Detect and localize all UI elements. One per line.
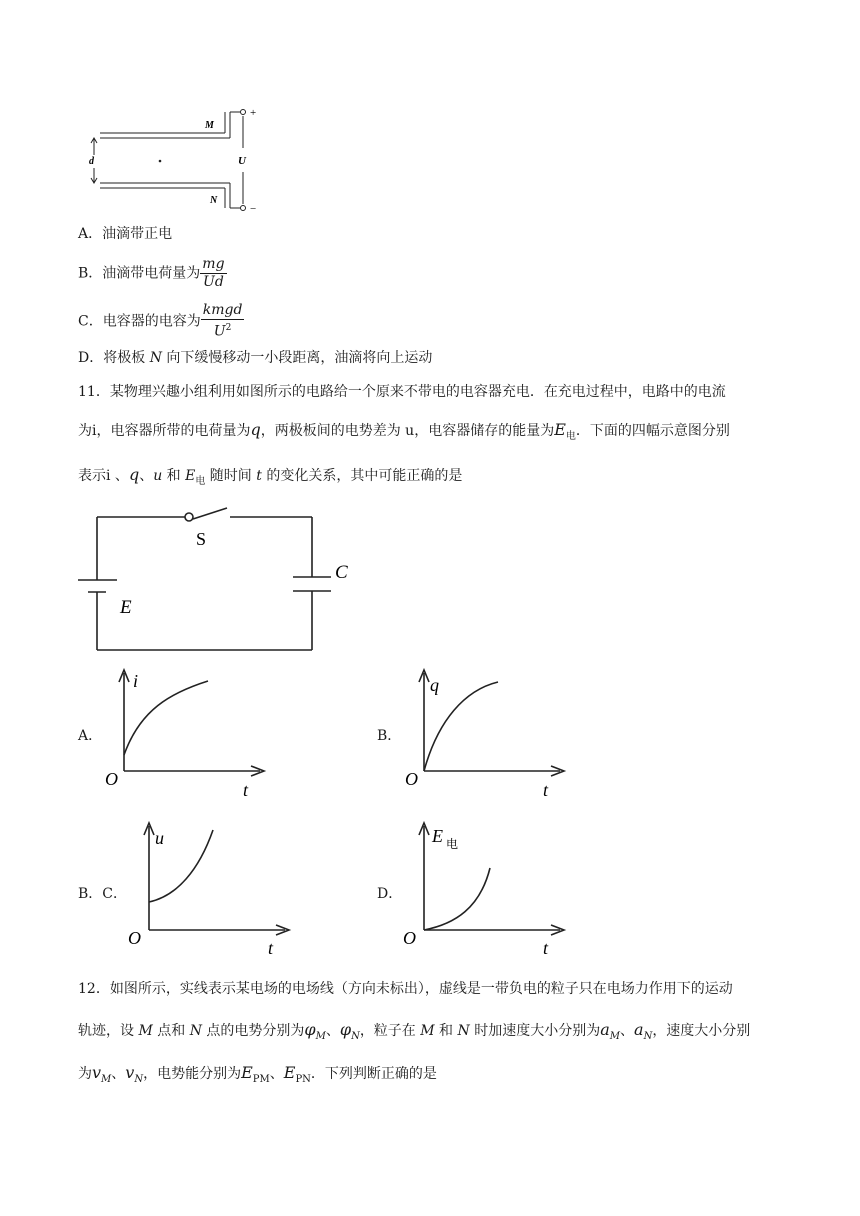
graph-b-x-label: t: [543, 780, 549, 800]
parallel-plate-capacitor-figure: [80, 100, 280, 220]
graph-b-y-label: q: [430, 675, 439, 695]
graph-c-u-vs-t: [125, 818, 300, 958]
option-b-denominator: Ud: [203, 274, 224, 290]
graph-b-label: B．: [377, 728, 402, 744]
graph-c-origin: O: [128, 928, 141, 948]
graph-c-x-label: t: [268, 938, 274, 958]
q12-line1: 12．如图所示，实线表示某电场的电场线（方向未标出），虚线是一带负电的粒子只在电场力作用下的运动: [78, 981, 733, 997]
q12-line3: 为$v_M$、$v_N$，电势能分别为$E_{PM}$、$E_{PN}$．下列判断正确的是: [78, 1063, 437, 1085]
option-c-denominator: $U^2$: [213, 323, 232, 340]
plus-terminal-label: +: [250, 107, 257, 119]
graph-a-curve: [124, 681, 208, 755]
graph-c-y-label: u: [155, 828, 164, 848]
charging-circuit-diagram: [75, 505, 365, 655]
switch-label: S: [196, 529, 207, 549]
plate-m-label: M: [205, 120, 214, 131]
graph-a-y-label: i: [133, 671, 139, 691]
option-c-text: C．电容器的电容为: [78, 313, 201, 330]
graph-d-curve: [424, 868, 490, 930]
option-c: [78, 302, 244, 341]
minus-terminal-label: −: [250, 203, 257, 215]
graph-d-label: D．: [377, 886, 403, 902]
option-b-text: B．油滴带电荷量为: [78, 265, 201, 282]
graph-a-x-label: t: [243, 780, 249, 800]
option-d: D．将极板 N 向下缓慢移动一小段距离，油滴将向上运动: [78, 350, 433, 366]
graph-d-x-label: t: [543, 938, 549, 958]
graph-d-origin: O: [403, 928, 416, 948]
graph-a-origin: O: [105, 769, 118, 789]
q11-line1: 11．某物理兴趣小组利用如图所示的电路给一个原来不带电的电容器充电．在充电过程中，电路中的电流: [78, 384, 726, 400]
graph-d-y-label: E: [432, 826, 443, 846]
graph-a-label: A．: [78, 728, 103, 744]
gap-d-label: d: [89, 156, 94, 167]
plate-n-label: N: [210, 195, 218, 206]
graph-c-label: B．C．: [78, 886, 127, 902]
oil-drop: [159, 160, 162, 163]
graph-a-i-vs-t: [100, 665, 275, 800]
capacitor-label: C: [335, 562, 348, 583]
graph-b-curve: [424, 682, 498, 771]
option-c-numerator: kmgd: [202, 302, 243, 318]
option-c-fraction: [201, 302, 245, 341]
voltage-u-label: U: [238, 155, 246, 167]
q11-line2: 为i，电容器所带的电荷量为q，两极板间的电势差为 u，电容器储存的能量为$E_电$．下面的四幅示意图分别: [78, 420, 730, 442]
q12-line2: 轨迹，设 M 点和 N 点的电势分别为$\varphi_M$、$\varphi_N$，粒子在 M 和 N 时加速度大小分别为$a_M$、$a_N$，速度大小分别: [78, 1020, 751, 1042]
graph-d-energy-vs-t: [400, 818, 575, 958]
option-b: [78, 256, 227, 291]
option-b-numerator: mg: [202, 256, 225, 272]
option-b-fraction: [200, 256, 226, 291]
graph-d-y-sub: 电: [446, 837, 459, 851]
option-a: A．油滴带正电: [78, 226, 173, 242]
graph-b-origin: O: [405, 769, 418, 789]
battery-label: E: [120, 597, 132, 618]
q11-line3: 表示i 、q、u 和 $E_电$ 随时间 t 的变化关系，其中可能正确的是: [78, 465, 463, 487]
graph-b-q-vs-t: [400, 665, 575, 800]
